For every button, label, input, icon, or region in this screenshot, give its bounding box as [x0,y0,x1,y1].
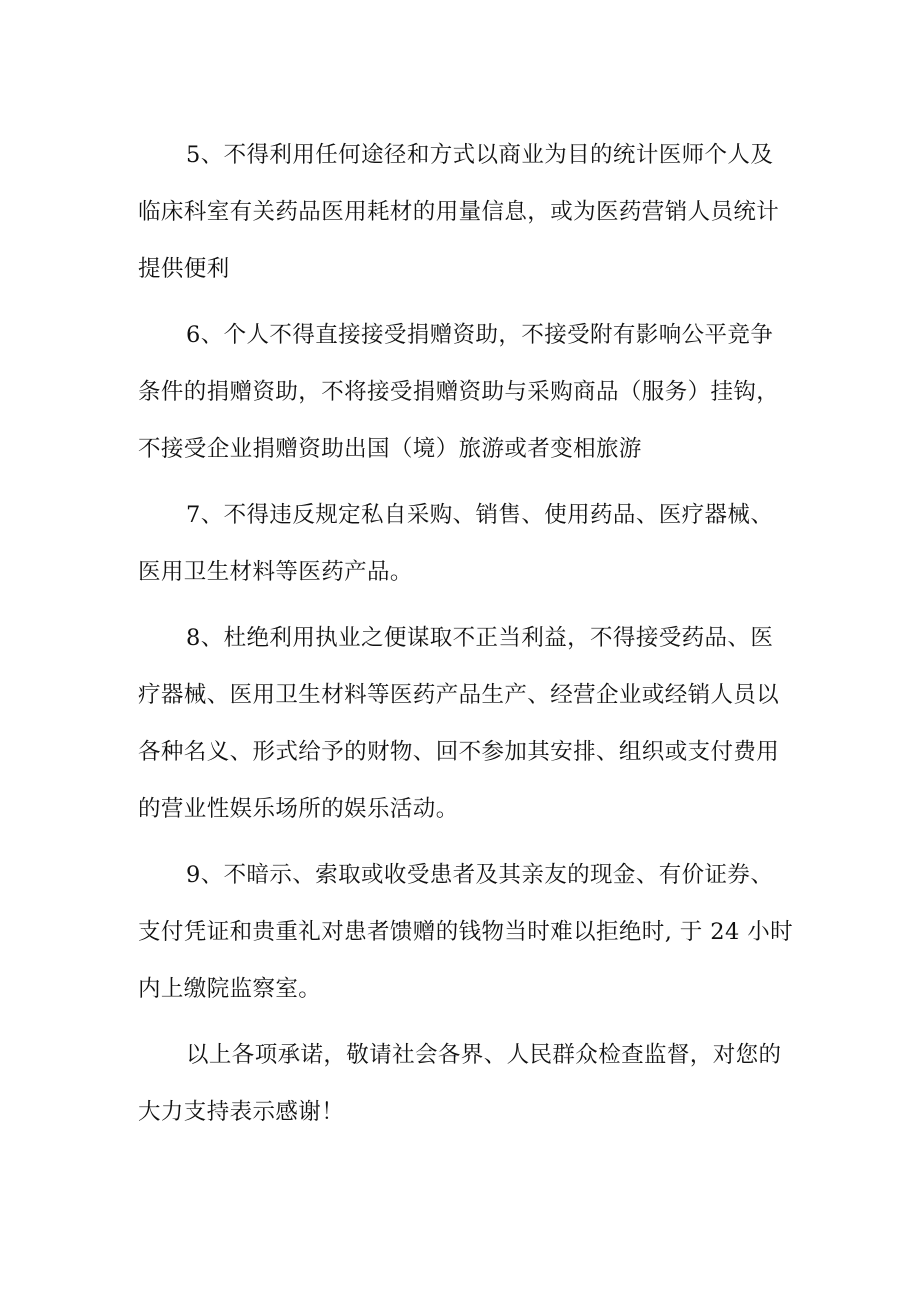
item-5-line-2: 临床科室有关药品医用耗材的用量信息，或为医药营销人员统计 [138,199,780,225]
item-7-line-1: 7、不得违反规定私自采购、销售、使用药品、医疗器械、 [186,502,774,528]
item-5-line-3: 提供便利 [138,256,230,282]
item-8-line-2: 疗器械、医用卫生材料等医药产品生产、经营企业或经销人员以 [138,682,780,708]
item-9-line-2: 支付凭证和贵重礼对患者馈赠的钱物当时难以拒绝时, 于 24 小时 [138,919,794,945]
item-9-line-1: 9、不暗示、索取或收受患者及其亲友的现金、有价证券、 [186,862,774,888]
item-6-line-2: 条件的捐赠资助，不将接受捐赠资助与采购商品（服务）挂钩， [138,379,780,405]
item-8-line-3: 各种名义、形式给予的财物、回不参加其安排、组织或支付费用 [138,739,780,765]
item-5-line-1: 5、不得利用任何途径和方式以商业为目的统计医师个人及 [186,142,774,168]
item-7-line-2: 医用卫生材料等医药产品。 [138,559,413,585]
closing-line-1: 以上各项承诺，敬请社会各界、人民群众检查监督，对您的 [186,1042,782,1068]
item-8-line-1: 8、杜绝利用执业之便谋取不正当利益，不得接受药品、医 [186,625,774,651]
item-8-line-4: 的营业性娱乐场所的娱乐活动。 [138,796,459,822]
item-9-line-3: 内上缴院监察室。 [138,976,322,1002]
item-6-line-3: 不接受企业捐赠资助出国（境）旅游或者变相旅游 [138,436,642,462]
closing-line-2: 大力支持表示感谢！ [138,1099,345,1125]
item-6-line-1: 6、个人不得直接接受捐赠资助，不接受附有影响公平竞争 [186,322,774,348]
